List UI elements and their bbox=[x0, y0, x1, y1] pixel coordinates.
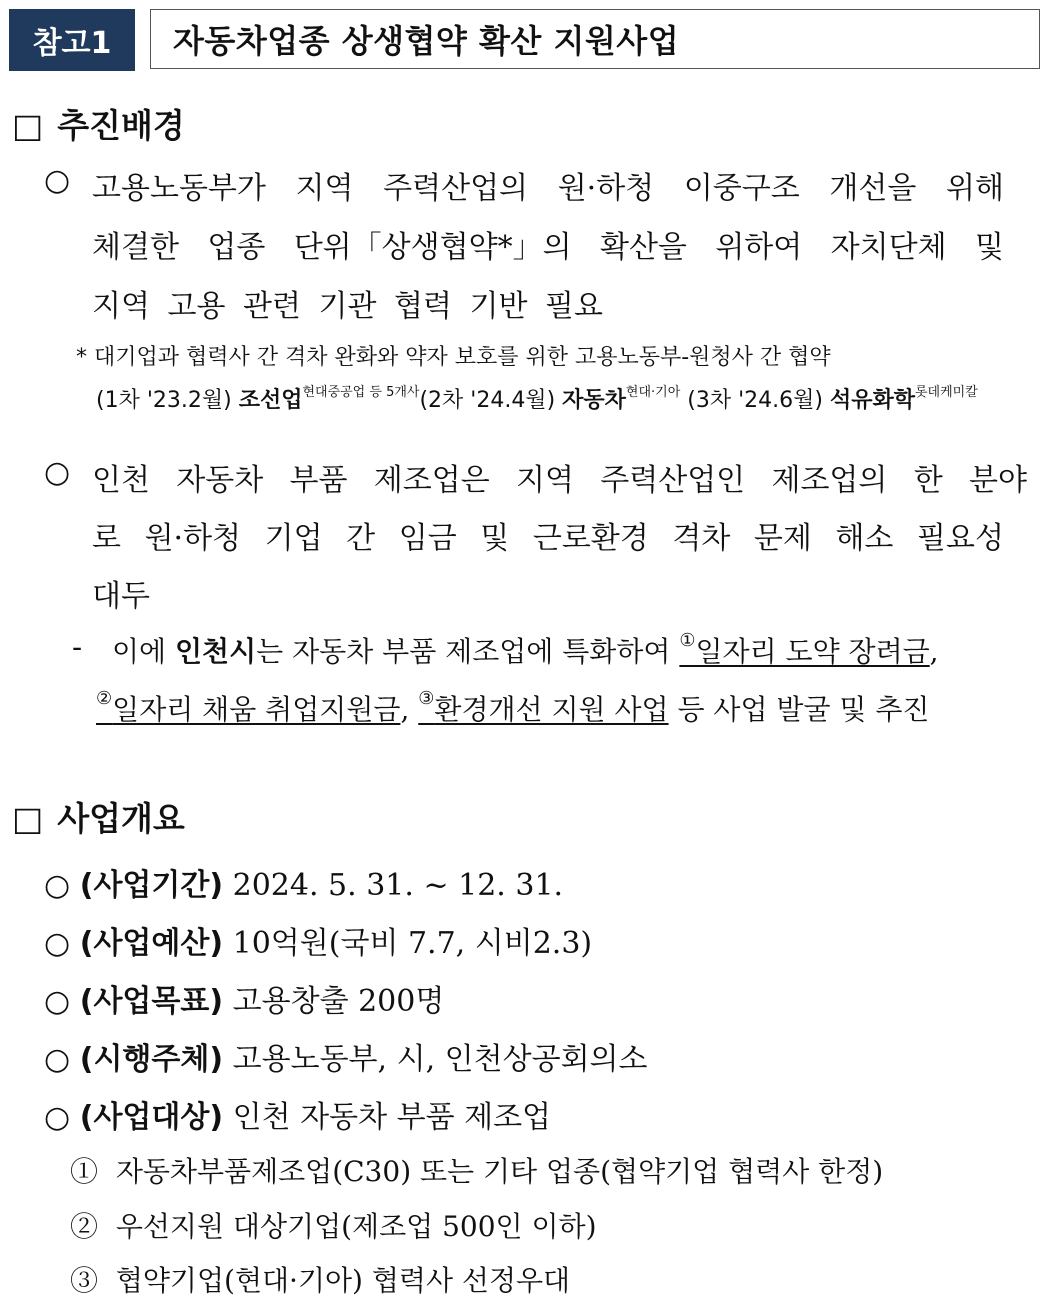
overview-item: ○ (사업기간) 2024. 5. 31. ~ 12. 31. bbox=[44, 868, 564, 903]
word: 제조업은 bbox=[373, 463, 490, 498]
target-item: ③ 협약기업(현대·기아) 협력사 선정우대 bbox=[70, 1264, 571, 1297]
word: 위해 bbox=[945, 171, 1004, 206]
section-marker: □ bbox=[12, 106, 44, 145]
word: 자동차 bbox=[176, 463, 264, 498]
paragraph-line bbox=[92, 222, 1004, 266]
section-marker: □ bbox=[12, 799, 44, 838]
word: 개선을 bbox=[829, 171, 917, 206]
section-heading-background bbox=[12, 100, 185, 147]
section-heading-overview bbox=[12, 793, 185, 840]
word: 한 bbox=[913, 463, 943, 498]
sub-item-line2: ②일자리 채움 취업지원금, ③환경개선 지원 사업 등 사업 발굴 및 추진 bbox=[96, 688, 930, 726]
paragraph-line: 대두 bbox=[92, 579, 150, 614]
word: 격차 bbox=[672, 521, 731, 556]
word: 지역 bbox=[516, 463, 574, 498]
paragraph-line bbox=[92, 163, 1004, 207]
word: 분야 bbox=[968, 463, 1027, 498]
word: 임금 bbox=[398, 521, 457, 556]
word: 이중구조 bbox=[683, 171, 800, 206]
word: 문제 bbox=[753, 521, 812, 556]
word: 제조업의 bbox=[771, 463, 888, 498]
word: 원·하청 bbox=[557, 171, 655, 206]
target-item: ① 자동차부품제조업(C30) 또는 기타 업종(협약기업 협력사 한정) bbox=[70, 1155, 884, 1188]
overview-item: ○ (사업대상) 인천 자동차 부품 제조업 bbox=[44, 1100, 552, 1135]
footnote-rounds: (1차 '23.2월) 조선업$^{현대중공업 등 5개사}$(2차 '24.4월) 자동차$^{현대\cdot 기아}$ (3차 '24.6월) 석유화학$^{롯데케미칼}$ bbox=[96, 385, 978, 413]
word: 단위「상생협약*」의 bbox=[293, 230, 572, 265]
section-title: 추진배경 bbox=[57, 106, 185, 145]
page-title: 자동차업종 상생협약 확산 지원사업 bbox=[150, 9, 1040, 69]
word: 체결한 bbox=[92, 230, 179, 265]
word: 로 bbox=[92, 521, 121, 556]
paragraph-line: 지역 고용 관련 기관 협력 기반 필요 bbox=[92, 289, 603, 324]
paragraph-line bbox=[92, 455, 1027, 499]
word: 필요성 bbox=[916, 521, 1004, 556]
word: 고용노동부가 bbox=[92, 171, 266, 206]
overview-item: ○ (시행주체) 고용노동부, 시, 인천상공회의소 bbox=[44, 1042, 648, 1077]
word: 확산을 bbox=[599, 230, 687, 265]
sub-item-line1: 이에 인천시는 자동차 부품 제조업에 특화하여 ①일자리 도약 장려금, bbox=[112, 630, 939, 668]
reference-badge: 참고1 bbox=[9, 9, 135, 71]
word: 주력산업인 bbox=[600, 463, 746, 498]
overview-item: ○ (사업예산) 10억원(국비 7.7, 시비2.3) bbox=[44, 926, 593, 961]
section-title: 사업개요 bbox=[57, 799, 185, 838]
dash-marker: - bbox=[72, 630, 83, 665]
word: 원·하청 bbox=[144, 521, 242, 556]
word: 업종 bbox=[207, 230, 266, 265]
word: 자치단체 bbox=[830, 230, 947, 265]
word: 인천 bbox=[92, 463, 150, 498]
word: 및 bbox=[480, 521, 510, 556]
word: 기업 bbox=[264, 521, 323, 556]
target-item: ② 우선지원 대상기업(제조업 500인 이하) bbox=[70, 1210, 597, 1243]
bullet-circle: ○ bbox=[44, 455, 71, 490]
word: 근로환경 bbox=[532, 521, 649, 556]
word: 간 bbox=[346, 521, 376, 556]
word: 지역 bbox=[295, 171, 354, 206]
bullet-circle: ○ bbox=[44, 163, 71, 198]
overview-item: ○ (사업목표) 고용창출 200명 bbox=[44, 984, 445, 1019]
word: 위하여 bbox=[715, 230, 803, 265]
word: 해소 bbox=[835, 521, 894, 556]
word: 주력산업의 bbox=[383, 171, 529, 206]
word: 및 bbox=[974, 230, 1004, 265]
word: 부품 bbox=[289, 463, 348, 498]
footnote-line: * 대기업과 협력사 간 격차 완화와 약자 보호를 위한 고용노동부-원청사 간 협약 bbox=[76, 345, 831, 370]
paragraph-line bbox=[92, 513, 1004, 557]
